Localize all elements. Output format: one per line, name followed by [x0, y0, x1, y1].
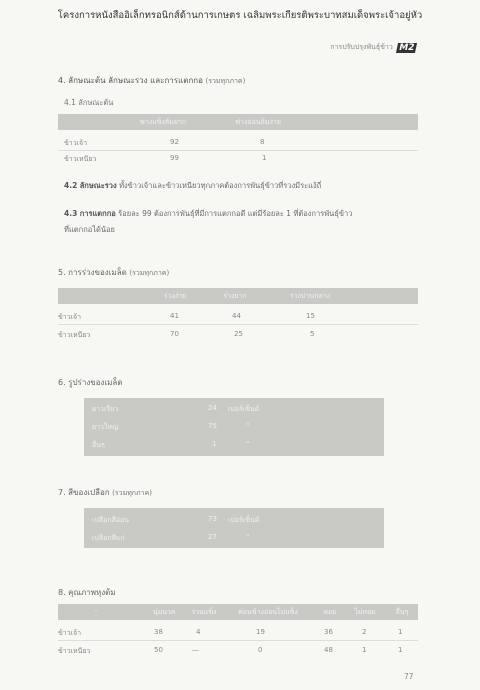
table-8-corner: -: [94, 607, 98, 615]
table-8-row-1-label: ข้าวเจ้า: [58, 629, 82, 637]
section-4-2-number: 4.2: [64, 181, 78, 190]
table-5-col-2: ร่วงยาก: [223, 292, 247, 300]
section-4-2: [64, 178, 321, 194]
table-4-1-row-2-col-2: 1: [262, 154, 267, 162]
table-5-divider: [58, 324, 418, 325]
table-4-1-col-2: ฟางอ่อนล้มง่าย: [235, 118, 281, 126]
shape-row-2-label: ยาวใหญ่: [92, 423, 118, 431]
section-4-3-number: 4.3: [64, 209, 78, 218]
section-5-heading: 5. การร่วงของเมล็ด: [58, 268, 127, 277]
table-8-row-1-col-4: 36: [324, 628, 333, 636]
table-8-row-2-col-3: 0: [258, 646, 263, 654]
section-4-3-head: การแตกกอ: [79, 209, 116, 218]
table-5-col-3: ร่วงปานกลาง: [289, 292, 331, 300]
table-5-row-1-col-2: 44: [232, 312, 241, 320]
table-8-row-2-col-5: 1: [362, 646, 367, 654]
table-8-row-1-col-2: 4: [196, 628, 201, 636]
table-5-row-1-label: ข้าวเจ้า: [58, 313, 82, 321]
book-title: โครงการหนังสืออิเล็กทรอนิกส์ด้านการเกษตร เฉลิมพระเกียรติพระบาทสมเด็จพระเจ้าอยู่หัว: [57, 10, 423, 21]
shape-row-3-label: อื่นๆ: [92, 441, 105, 449]
table-8-divider: [58, 640, 418, 641]
husk-row-1-value: 73: [208, 515, 217, 523]
husk-row-2-value: 27: [208, 533, 217, 541]
table-5-row-2-col-3: 5: [310, 330, 315, 338]
table-8-row-1-col-5: 2: [362, 628, 367, 636]
table-5-row-2-col-1: 70: [170, 330, 179, 338]
table-4-1-row-2-col-1: 99: [170, 154, 179, 162]
table-5-row-1-col-1: 41: [170, 312, 179, 320]
section-6-title: 6. รูปร่างของเมล็ด: [58, 378, 123, 387]
table-8-row-2-col-6: 1: [398, 646, 403, 654]
chapter-badge: M2: [397, 42, 416, 53]
section-4-3: [64, 206, 424, 222]
table-8-col-2: ร่วนแข็ง: [191, 608, 217, 616]
section-4-heading: 4. ลักษณะต้น ลักษณะรวง และการแตกกอ: [58, 76, 203, 85]
section-4-note: (รวมทุกภาค): [205, 77, 246, 85]
section-4-3-line-1: ร้อยละ 99 ต้องการพันธุ์ที่มีการแตกกอดี แต่มีร้อยละ 1 ที่ต้องการพันธุ์ข้าว: [118, 209, 353, 218]
section-4-2-head: ลักษณะรวง: [79, 181, 117, 190]
running-head-text: การปรับปรุงพันธุ์ข้าว: [330, 43, 393, 51]
section-7-box: [84, 508, 384, 548]
table-8-col-3: ค่อนข้างอ่อนไม่แข็ง: [238, 608, 298, 616]
table-8-row-2-col-1: 50: [154, 646, 163, 654]
table-8-col-1: นุ่มนวล: [152, 608, 176, 616]
table-4-1-col-1: ฟางแข็งล้มยาก: [139, 118, 187, 126]
section-7-heading: 7. สีของเปลือก: [58, 488, 110, 497]
shape-row-2-unit: ": [246, 422, 250, 430]
shape-row-1-value: 24: [208, 404, 217, 412]
section-7-title: [58, 486, 152, 499]
shape-row-3-value: 1: [212, 440, 217, 448]
section-5-title: [58, 266, 169, 279]
table-8-row-2-col-4: 48: [324, 646, 333, 654]
shape-row-1-unit: เปอร์เซ็นต์: [228, 405, 260, 413]
table-8-col-5: ไม่หอม: [354, 608, 376, 616]
table-4-1-divider: [58, 150, 418, 151]
table-8-row-1-col-3: 19: [256, 628, 265, 636]
section-4-1-title: 4.1 ลักษณะต้น: [64, 98, 114, 107]
table-5-row-1-col-3: 15: [306, 312, 315, 320]
table-8-row-1-col-6: 1: [398, 628, 403, 636]
shape-row-2-value: 75: [208, 422, 217, 430]
shape-row-3-unit: ": [246, 440, 250, 448]
husk-row-1-unit: เปอร์เซ็นต์: [228, 516, 260, 524]
shape-row-1-label: ยาวเรียว: [92, 405, 119, 413]
table-4-1-row-2-label: ข้าวเหนียว: [64, 155, 97, 163]
table-5-col-1: ร่วงง่าย: [163, 292, 187, 300]
page-number: 77: [404, 672, 414, 681]
section-4-2-text: ทั้งข้าวเจ้าและข้าวเหนียวทุกภาคต้องการพันธุ์ข้าวที่รวงมีระแง้ถี่: [119, 181, 322, 190]
table-8-col-4: หอม: [323, 608, 337, 616]
section-5-note: (รวมทุกภาค): [129, 269, 170, 277]
table-4-1-row-1-label: ข้าวเจ้า: [64, 139, 88, 147]
table-8-row-2-col-2: —: [192, 646, 199, 654]
table-8-row-2-label: ข้าวเหนียว: [58, 647, 91, 655]
table-5-row-2-label: ข้าวเหนียว: [58, 331, 91, 339]
husk-row-2-label: เปลือกสีแก่: [92, 534, 125, 542]
husk-row-1-label: เปลือกสีอ่อน: [92, 516, 130, 524]
section-7-note: (รวมทุกภาค): [112, 489, 153, 497]
section-4-3-line-2: ที่แตกกอได้น้อย: [64, 225, 115, 234]
section-4-title: [58, 74, 245, 87]
section-8-title: 8. คุณภาพหุงต้ม: [58, 588, 116, 597]
husk-row-2-unit: ": [246, 533, 250, 541]
table-8-row-1-col-1: 38: [154, 628, 163, 636]
table-4-1-row-1-col-1: 92: [170, 138, 179, 146]
table-4-1-row-1-col-2: 8: [260, 138, 265, 146]
table-5-row-2-col-2: 25: [234, 330, 243, 338]
table-8-col-6: อื่นๆ: [395, 608, 409, 616]
running-head: [330, 42, 416, 53]
